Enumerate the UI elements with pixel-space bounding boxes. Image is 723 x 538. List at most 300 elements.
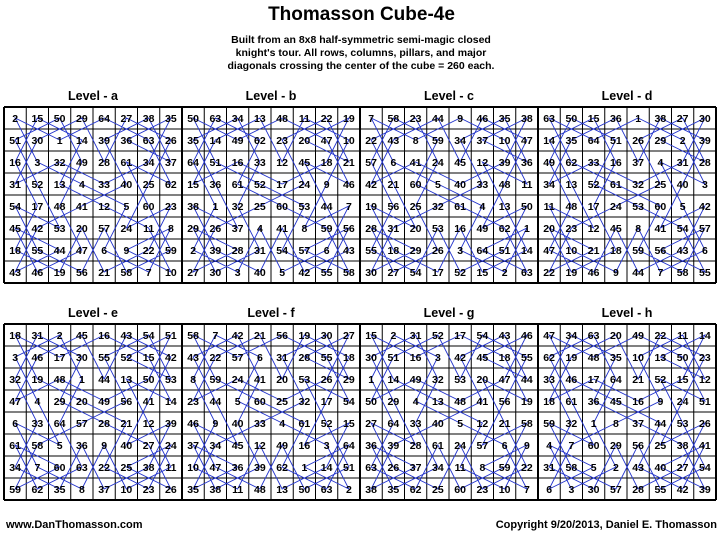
cell-value: 6 (390, 157, 397, 169)
cell-value: 39 (699, 135, 711, 147)
cell-value: 16 (298, 440, 311, 452)
cell-value: 15 (587, 113, 600, 125)
cell-value: 37 (98, 484, 110, 496)
cell-value: 42 (298, 267, 311, 279)
cell-value: 63 (142, 135, 155, 147)
cell-value: 21 (587, 245, 600, 257)
cell-value: 64 (53, 418, 66, 430)
cell-value: 39 (699, 484, 711, 496)
cell-value: 19 (343, 113, 355, 125)
cell-value: 22 (365, 135, 377, 147)
cell-value: 26 (699, 418, 711, 430)
cell-value: 7 (568, 440, 575, 452)
cell-value: 42 (699, 201, 711, 213)
cell-value: 51 (165, 330, 177, 342)
cell-value: 49 (76, 157, 88, 169)
cell-value: 44 (320, 201, 333, 213)
cell-value: 64 (98, 113, 110, 125)
cell-value: 39 (387, 440, 400, 452)
cell-value: 49 (409, 374, 422, 386)
cell-value: 49 (276, 440, 288, 452)
cell-value: 12 (699, 374, 711, 386)
cell-value: 8 (190, 374, 197, 386)
cell-value: 31 (254, 245, 266, 257)
level-grid (537, 106, 717, 284)
cell-value: 13 (254, 113, 266, 125)
cell-value: 45 (610, 396, 622, 408)
cell-value: 25 (276, 396, 288, 408)
cell-value: 43 (343, 245, 355, 257)
cell-value: 35 (187, 135, 199, 147)
cell-value: 16 (9, 157, 21, 169)
cell-value: 60 (276, 201, 288, 213)
cell-value: 46 (187, 418, 199, 430)
cell-value: 49 (632, 330, 644, 342)
cell-value: 5 (590, 462, 597, 474)
cell-value: 33 (254, 157, 266, 169)
cell-value: 16 (231, 157, 244, 169)
cell-value: 20 (76, 223, 88, 235)
cell-value: 17 (587, 201, 600, 213)
cell-value: 53 (432, 223, 444, 235)
cell-value: 57 (76, 418, 88, 430)
cell-value: 41 (476, 396, 489, 408)
cell-value: 59 (632, 245, 644, 257)
cell-value: 1 (78, 374, 85, 386)
cell-value: 59 (498, 462, 511, 474)
cell-value: 49 (476, 223, 489, 235)
cell-value: 62 (165, 179, 177, 191)
cell-value: 60 (254, 396, 266, 408)
cell-value: 35 (53, 484, 66, 496)
cell-value: 4 (78, 179, 85, 191)
cell-value: 51 (699, 396, 711, 408)
cell-value: 50 (298, 484, 311, 496)
cell-value: 19 (298, 330, 311, 342)
cell-value: 36 (587, 396, 600, 408)
cell-value: 37 (632, 157, 644, 169)
description (161, 34, 561, 73)
cell-value: 54 (676, 223, 689, 235)
cell-value: 47 (320, 135, 333, 147)
cell-value: 57 (699, 223, 711, 235)
cell-value: 25 (409, 201, 422, 213)
cell-value: 40 (676, 179, 689, 191)
cell-value: 57 (476, 440, 489, 452)
cell-value: 21 (387, 179, 400, 191)
cell-value: 21 (120, 418, 133, 430)
cell-value: 2 (56, 330, 63, 342)
cell-value: 30 (76, 352, 88, 364)
cell-value: 58 (521, 418, 533, 430)
cell-value: 30 (209, 267, 222, 279)
cell-value: 60 (654, 201, 667, 213)
cell-value: 25 (654, 440, 667, 452)
cell-value: 58 (120, 267, 133, 279)
cell-value: 19 (31, 374, 44, 386)
cell-value: 34 (432, 462, 444, 474)
cell-value: 9 (657, 396, 664, 408)
cell-value: 63 (365, 462, 377, 474)
cell-value: 4 (34, 396, 41, 408)
cell-value: 33 (543, 374, 555, 386)
cell-value: 45 (454, 157, 466, 169)
cell-value: 35 (565, 135, 578, 147)
cell-value: 22 (320, 113, 333, 125)
level-label: Level - d (601, 89, 653, 103)
cell-value: 62 (254, 135, 266, 147)
level-label: Level - g (423, 306, 475, 320)
cell-value: 45 (610, 223, 622, 235)
cell-value: 25 (120, 462, 133, 474)
cell-value: 27 (387, 267, 400, 279)
cell-value: 40 (231, 418, 244, 430)
cell-value: 1 (212, 201, 219, 213)
cell-value: 3 (701, 179, 708, 191)
cell-value: 10 (165, 267, 177, 279)
cell-value: 21 (632, 374, 644, 386)
cell-value: 24 (165, 440, 177, 452)
cell-value: 1 (635, 113, 642, 125)
cell-value: 46 (343, 179, 355, 191)
cell-value: 18 (343, 352, 355, 364)
cell-value: 14 (699, 330, 711, 342)
cell-value: 50 (187, 113, 199, 125)
level-grid (181, 106, 361, 284)
cell-value: 43 (632, 462, 644, 474)
cell-value: 38 (676, 440, 689, 452)
cell-value: 22 (543, 267, 555, 279)
cell-value: 12 (98, 201, 110, 213)
cell-value: 53 (676, 418, 689, 430)
cell-value: 60 (409, 179, 422, 191)
cell-value: 43 (676, 245, 689, 257)
cell-value: 51 (343, 462, 355, 474)
level-grid (359, 106, 539, 284)
cell-value: 4 (412, 396, 419, 408)
cell-value: 11 (677, 330, 689, 342)
cell-value: 29 (76, 113, 88, 125)
cell-value: 59 (9, 484, 21, 496)
cell-value: 47 (9, 396, 21, 408)
cell-value: 48 (53, 201, 66, 213)
cell-value: 61 (432, 440, 444, 452)
cell-value: 18 (320, 157, 333, 169)
cell-value: 47 (76, 245, 88, 257)
cell-value: 16 (454, 223, 466, 235)
cell-value: 29 (387, 396, 400, 408)
cell-value: 17 (276, 179, 288, 191)
cell-value: 15 (343, 418, 355, 430)
level-label: Level - e (67, 306, 119, 320)
cell-value: 52 (320, 418, 333, 430)
cell-value: 2 (12, 113, 19, 125)
cell-value: 10 (187, 462, 199, 474)
cell-value: 30 (365, 267, 377, 279)
cell-value: 1 (523, 223, 530, 235)
cell-value: 59 (165, 245, 177, 257)
level-label: Level - f (247, 306, 295, 320)
cell-value: 28 (98, 157, 110, 169)
cell-value: 10 (632, 352, 644, 364)
cell-value: 34 (543, 179, 555, 191)
cell-value: 28 (632, 484, 644, 496)
cell-value: 39 (98, 135, 110, 147)
cell-value: 9 (212, 418, 219, 430)
cell-value: 42 (165, 352, 177, 364)
cell-value: 3 (457, 245, 464, 257)
cell-value: 64 (187, 157, 199, 169)
footer-website: www.DanThomasson.com (6, 519, 143, 531)
cell-value: 52 (654, 374, 667, 386)
cell-value: 45 (9, 223, 21, 235)
cell-value: 5 (434, 179, 441, 191)
cell-value: 55 (365, 245, 377, 257)
cell-value: 58 (676, 267, 689, 279)
cell-value: 13 (120, 374, 133, 386)
cell-value: 48 (587, 352, 600, 364)
cell-value: 37 (476, 135, 489, 147)
cell-value: 44 (632, 267, 644, 279)
cell-value: 22 (142, 245, 155, 257)
cell-value: 53 (632, 201, 644, 213)
cell-value: 53 (165, 374, 177, 386)
level-grid (3, 106, 183, 284)
level-label: Level - b (245, 89, 297, 103)
cell-value: 38 (209, 484, 222, 496)
cell-value: 8 (78, 484, 85, 496)
cell-value: 6 (256, 352, 263, 364)
cell-value: 55 (320, 352, 333, 364)
cell-value: 5 (457, 418, 464, 430)
cell-value: 46 (31, 352, 44, 364)
cell-value: 49 (98, 396, 110, 408)
cell-value: 15 (187, 179, 199, 191)
cell-value: 15 (476, 267, 489, 279)
cell-value: 26 (165, 484, 177, 496)
level-grid (359, 323, 539, 501)
cell-value: 20 (409, 223, 422, 235)
cell-value: 41 (142, 396, 155, 408)
cell-value: 63 (521, 267, 533, 279)
cell-value: 41 (699, 440, 711, 452)
cell-value: 4 (546, 440, 553, 452)
cell-value: 62 (409, 484, 422, 496)
cell-value: 27 (365, 418, 377, 430)
cell-value: 42 (231, 330, 244, 342)
cell-value: 40 (454, 179, 466, 191)
cell-value: 64 (343, 440, 355, 452)
cell-value: 44 (98, 374, 110, 386)
cell-value: 32 (53, 157, 66, 169)
cell-value: 32 (9, 374, 21, 386)
cell-value: 46 (476, 113, 489, 125)
cell-value: 16 (632, 396, 644, 408)
cell-value: 55 (699, 267, 711, 279)
cell-value: 6 (501, 440, 508, 452)
cell-value: 30 (31, 135, 44, 147)
cell-value: 14 (521, 245, 533, 257)
cell-value: 6 (12, 418, 19, 430)
cell-value: 2 (190, 245, 197, 257)
cell-value: 62 (543, 352, 555, 364)
cell-value: 35 (387, 484, 400, 496)
cell-value: 5 (679, 201, 686, 213)
cell-value: 14 (387, 374, 400, 386)
cell-value: 21 (254, 330, 266, 342)
cell-value: 55 (521, 352, 533, 364)
cell-value: 25 (432, 484, 444, 496)
cell-value: 37 (165, 157, 177, 169)
cell-value: 8 (479, 462, 486, 474)
cell-value: 56 (76, 267, 88, 279)
cell-value: 11 (543, 201, 555, 213)
cell-value: 43 (120, 330, 133, 342)
cell-value: 27 (676, 462, 689, 474)
page-title: Thomasson Cube-4e (268, 4, 455, 25)
cell-value: 7 (345, 201, 352, 213)
cell-value: 9 (123, 245, 130, 257)
cell-value: 55 (320, 267, 333, 279)
cell-value: 23 (699, 352, 711, 364)
cell-value: 24 (432, 157, 444, 169)
cell-value: 32 (632, 179, 644, 191)
cell-value: 23 (187, 396, 199, 408)
cell-value: 47 (543, 330, 555, 342)
cell-value: 27 (142, 440, 155, 452)
cell-value: 40 (120, 440, 133, 452)
cell-value: 31 (276, 352, 288, 364)
cell-value: 47 (209, 462, 222, 474)
cell-value: 14 (165, 396, 177, 408)
cell-value: 39 (209, 245, 222, 257)
description-line: diagonals crossing the center of the cube = 260 each. (227, 60, 495, 72)
cell-value: 43 (498, 330, 511, 342)
cell-value: 6 (701, 245, 708, 257)
cell-value: 47 (543, 245, 555, 257)
cell-value: 52 (254, 179, 266, 191)
cell-value: 23 (165, 201, 177, 213)
cell-value: 26 (432, 245, 444, 257)
cell-value: 52 (31, 179, 44, 191)
cell-value: 40 (120, 179, 133, 191)
cell-value: 64 (387, 418, 400, 430)
cell-value: 14 (543, 135, 555, 147)
cell-value: 11 (143, 223, 155, 235)
cell-value: 29 (53, 396, 66, 408)
cell-value: 54 (476, 330, 489, 342)
cell-value: 31 (676, 157, 689, 169)
cell-value: 21 (343, 157, 355, 169)
cell-value: 2 (612, 462, 619, 474)
cell-value: 54 (9, 201, 21, 213)
cell-value: 22 (654, 330, 667, 342)
cell-value: 35 (498, 113, 511, 125)
cell-value: 45 (298, 157, 311, 169)
cell-value: 28 (365, 223, 377, 235)
cell-value: 34 (142, 157, 155, 169)
cell-value: 15 (365, 330, 377, 342)
cell-value: 4 (279, 418, 286, 430)
cell-value: 35 (187, 484, 199, 496)
cell-value: 7 (34, 462, 41, 474)
cell-value: 46 (587, 267, 600, 279)
cell-value: 28 (298, 352, 311, 364)
cell-value: 9 (101, 440, 108, 452)
cell-value: 4 (256, 223, 263, 235)
cell-value: 12 (142, 418, 155, 430)
cell-value: 53 (454, 374, 466, 386)
cell-value: 49 (543, 157, 555, 169)
cell-value: 26 (320, 374, 333, 386)
cell-value: 22 (98, 462, 110, 474)
cell-value: 46 (565, 374, 578, 386)
cell-value: 51 (498, 245, 511, 257)
cell-value: 23 (276, 135, 288, 147)
cell-value: 51 (610, 135, 622, 147)
cell-value: 56 (498, 396, 511, 408)
cell-value: 21 (498, 418, 511, 430)
cell-value: 19 (565, 352, 578, 364)
cell-value: 8 (612, 418, 619, 430)
cell-value: 2 (345, 484, 352, 496)
cell-value: 26 (632, 135, 644, 147)
cell-value: 57 (231, 352, 244, 364)
cell-value: 14 (320, 462, 333, 474)
cell-value: 62 (31, 484, 44, 496)
cell-value: 27 (676, 113, 689, 125)
cell-value: 20 (276, 374, 288, 386)
cell-value: 33 (98, 179, 110, 191)
cell-value: 10 (498, 135, 511, 147)
cell-value: 56 (632, 440, 644, 452)
cell-value: 14 (76, 135, 88, 147)
cell-value: 36 (209, 179, 222, 191)
cell-value: 26 (387, 462, 400, 474)
cell-value: 56 (387, 201, 400, 213)
cell-value: 64 (587, 135, 600, 147)
cell-value: 27 (187, 267, 199, 279)
cell-value: 7 (523, 484, 530, 496)
cell-value: 38 (142, 113, 155, 125)
cell-value: 37 (187, 440, 199, 452)
cell-value: 45 (231, 440, 244, 452)
cell-value: 62 (498, 223, 511, 235)
cell-value: 41 (409, 157, 422, 169)
cell-value: 20 (543, 223, 555, 235)
cell-value: 43 (187, 352, 199, 364)
cell-value: 59 (209, 374, 222, 386)
cell-value: 23 (142, 484, 155, 496)
cell-value: 44 (521, 374, 533, 386)
cell-value: 47 (521, 135, 533, 147)
cell-value: 14 (209, 135, 222, 147)
cell-value: 38 (521, 113, 533, 125)
cell-value: 20 (610, 330, 622, 342)
cell-value: 63 (209, 113, 222, 125)
cell-value: 36 (76, 440, 88, 452)
cell-value: 36 (120, 135, 133, 147)
cell-value: 61 (454, 201, 466, 213)
cell-value: 49 (231, 135, 244, 147)
cell-value: 17 (454, 330, 466, 342)
cell-value: 13 (498, 201, 511, 213)
cell-value: 10 (120, 484, 133, 496)
cell-value: 9 (323, 179, 330, 191)
cell-value: 48 (454, 396, 466, 408)
cell-value: 54 (142, 330, 155, 342)
cell-value: 3 (568, 484, 575, 496)
